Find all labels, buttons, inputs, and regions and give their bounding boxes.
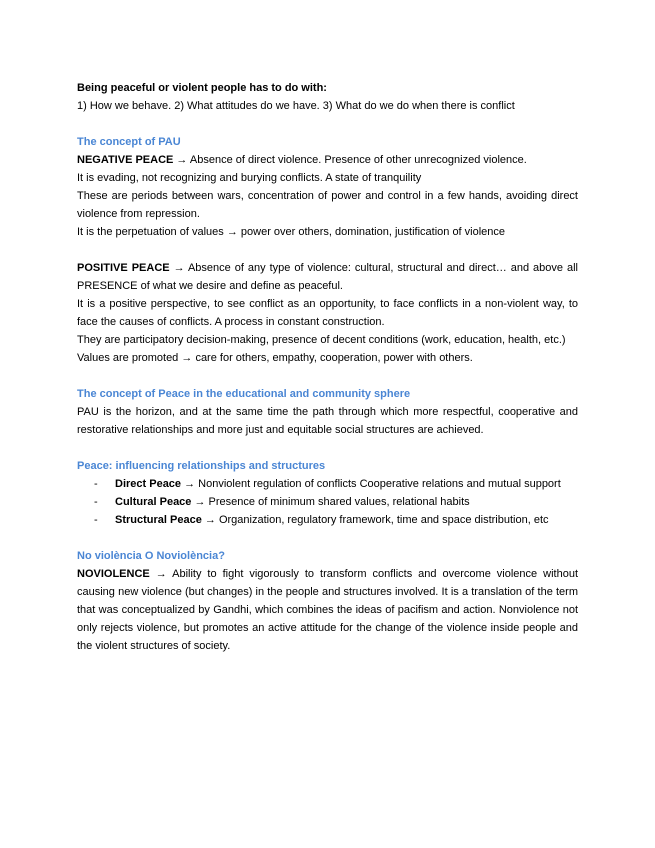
- peace-types-list: [77, 475, 578, 529]
- arrow: →: [169, 262, 188, 274]
- negative-peace-definition: NEGATIVE PEACE → Absence of direct violence. Presence of other unrecognized violence.: [77, 154, 527, 166]
- list-item: - Structural Peace → Organization, regulatory framework, time and space distribution, etc: [77, 511, 578, 529]
- list-item-term: Cultural Peace: [115, 496, 192, 508]
- positive-peace-line2: It is a positive perspective, to see conflict as an opportunity, to face conflicts in a non-violent way, to face the causes of conflicts. A process in constant construction.: [77, 298, 578, 328]
- nonviolence-section-title: No violència O Noviolència?: [77, 550, 225, 562]
- arrow: →: [191, 496, 209, 508]
- pau-section-title: The concept of PAU: [77, 136, 181, 148]
- intro-heading: Being peaceful or violent people has to do with:: [77, 82, 327, 94]
- negative-peace-term: NEGATIVE PEACE: [77, 154, 174, 166]
- list-item-term: Direct Peace: [115, 478, 182, 490]
- list-item: - Cultural Peace → Presence of minimum shared values, relational habits: [77, 493, 578, 511]
- negative-peace-line3: These are periods between wars, concentration of power and control in a few hands, avoiding direct violence from repression.: [77, 190, 578, 220]
- list-item: - Direct Peace → Nonviolent regulation of conflicts Cooperative relations and mutual support: [77, 475, 578, 493]
- arrow: →: [178, 352, 196, 364]
- educational-section-title: The concept of Peace in the educational and community sphere: [77, 388, 411, 400]
- nonviolence-term: NOVIOLENCE: [77, 568, 150, 580]
- positive-peace-definition: POSITIVE PEACE → Absence of any type of violence: cultural, structural and direct… and above all PRESENCE of what we desire and define as peaceful.: [77, 262, 578, 292]
- dash-bullet: -: [94, 478, 98, 490]
- positive-peace-line4: Values are promoted → care for others, empathy, cooperation, power with others.: [77, 352, 473, 364]
- positive-peace-term: POSITIVE PEACE: [77, 262, 170, 274]
- educational-text: PAU is the horizon, and at the same time the path through which more respectful, cooperative and restorative relationships and more just and equitable social structures are achieved.: [77, 406, 578, 436]
- document-body: [77, 79, 578, 655]
- list-item-term: Structural Peace: [115, 514, 202, 526]
- intro-line: 1) How we behave. 2) What attitudes do we have. 3) What do we do when there is conflict: [77, 100, 515, 112]
- dash-bullet: -: [94, 496, 98, 508]
- arrow: →: [201, 514, 219, 526]
- arrow: →: [173, 154, 190, 166]
- nonviolence-definition: NOVIOLENCE → Ability to fight vigorously to transform conflicts and overcome violence without causing new violence (but changes) in the people and structures involved. It is a translation of the term that was conceptualized by Gandhi, which combines the ideas of pacifism and action. Nonviolence not only rejects violence, but promotes an active attitude for the change of the violence inside people and the violent structures of society.: [77, 568, 578, 652]
- influencing-section-title: Peace: influencing relationships and structures: [77, 460, 326, 472]
- negative-peace-line4: It is the perpetuation of values → power over others, domination, justification of violence: [77, 226, 506, 238]
- negative-peace-line2: It is evading, not recognizing and burying conflicts. A state of tranquility: [77, 172, 422, 184]
- arrow: →: [223, 226, 241, 238]
- dash-bullet: -: [94, 514, 98, 526]
- arrow: →: [149, 568, 173, 580]
- arrow: →: [181, 478, 199, 490]
- positive-peace-line3: They are participatory decision-making, presence of decent conditions (work, education, health, etc.): [77, 334, 566, 346]
